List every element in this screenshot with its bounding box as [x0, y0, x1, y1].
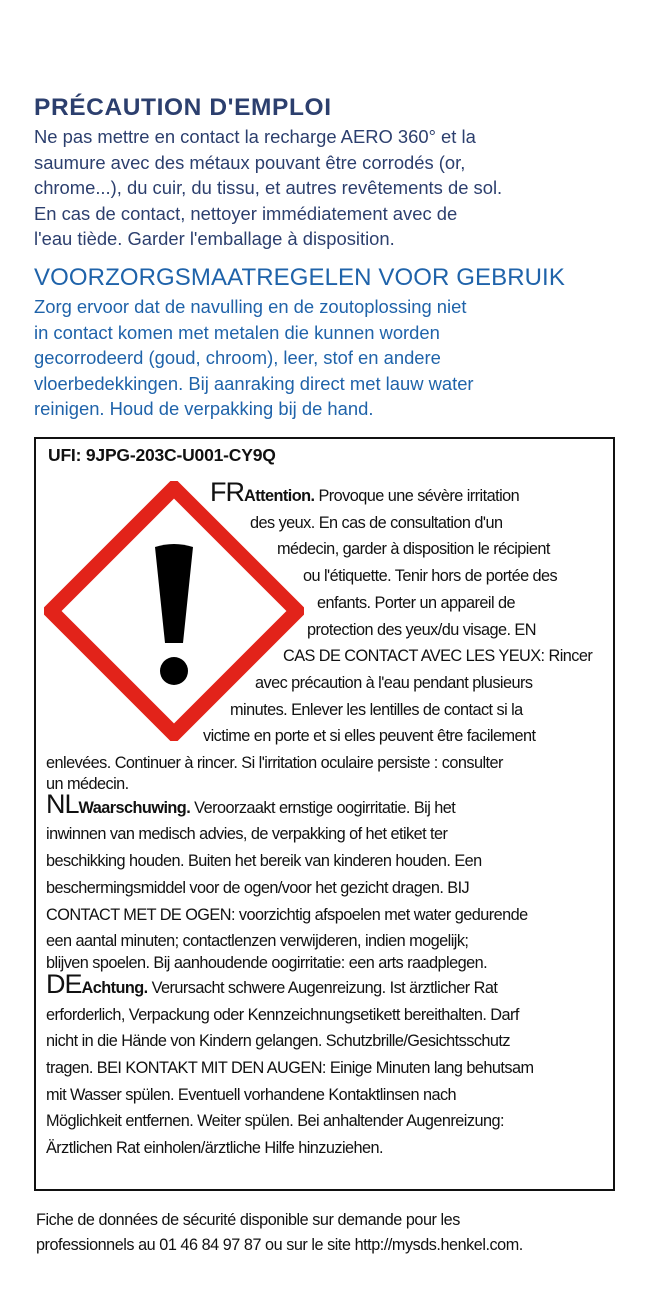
nl-statement-line: beschikking houden. Buiten het bereik van kinderen houden. Een	[46, 852, 482, 871]
de-signal-word: Achtung.	[81, 978, 148, 997]
fr-precaution-line: Ne pas mettre en contact la recharge AERO 360° et la	[34, 126, 476, 147]
nl-statement-line: CONTACT MET DE OGEN: voorzichtig afspoelen met water gedurende	[46, 905, 528, 924]
fr-statement-line: un médecin.	[46, 774, 129, 793]
nl-statement-line: beschermingsmiddel voor de ogen/voor het gezicht dragen. BIJ	[46, 878, 470, 897]
nl-statement-line: een aantal minuten; contactlenzen verwijderen, indien mogelijk;	[46, 932, 469, 951]
nl-precaution-title: VOORZORGSMAATREGELEN VOOR GEBRUIK	[34, 264, 565, 291]
fr-statement-line: FRAttention. Provoque une sévère irritation	[210, 477, 520, 507]
de-statement-line: tragen. BEI KONTAKT MIT DEN AUGEN: Einige Minuten lang behutsam	[46, 1059, 534, 1078]
de-statement-line: nicht in die Hände von Kindern gelangen. Schutzbrille/Gesichtsschutz	[46, 1032, 510, 1051]
fr-statement-line: enlevées. Continuer à rincer. Si l'irritation oculaire persiste : consulter	[46, 754, 503, 773]
fr-statement-line: protection des yeux/du visage. EN	[307, 620, 536, 639]
fr-statement-line: minutes. Enlever les lentilles de contact si la	[230, 700, 523, 719]
nl-precaution-line: vloerbedekkingen. Bij aanraking direct met lauw water	[34, 372, 474, 394]
fr-statement-line: victime en porte et si elles peuvent être facilement	[203, 727, 536, 746]
lang-code-fr: FR	[210, 477, 244, 507]
footer-line: Fiche de données de sécurité disponible sur demande pour les	[36, 1211, 460, 1229]
nl-statement-line: blijven spoelen. Bij aanhoudende oogirritatie: een arts raadplegen.	[46, 953, 488, 972]
fr-statement-line: des yeux. En cas de consultation d'un	[250, 513, 503, 532]
nl-statement-line: NLWaarschuwing. Veroorzaakt ernstige oogirritatie. Bij het	[46, 788, 456, 819]
fr-precaution-title: PRÉCAUTION D'EMPLOI	[34, 94, 332, 121]
fr-statement-line: CAS DE CONTACT AVEC LES YEUX: Rincer	[283, 647, 593, 666]
fr-precaution-section	[34, 92, 624, 252]
fr-precaution-line: l'eau tiède. Garder l'emballage à disposition.	[34, 228, 395, 250]
de-statement-line: Ärztlichen Rat einholen/ärztliche Hilfe hinzuziehen.	[46, 1139, 384, 1158]
nl-precaution-line: in contact komen met metalen die kunnen worden	[34, 321, 440, 343]
nl-precaution-text	[34, 294, 630, 422]
nl-precaution-section	[34, 262, 630, 422]
fr-statement-line: médecin, garder à disposition le récipient	[277, 540, 550, 559]
fr-precaution-line: En cas de contact, nettoyer immédiatement avec de	[34, 202, 458, 224]
de-statement-line: Möglichkeit entfernen. Weiter spülen. Bei anhaltender Augenreizung:	[46, 1112, 504, 1131]
ufi-code: UFI: 9JPG-203C-U001-CY9Q	[48, 445, 276, 465]
fr-precaution-line: chrome...), du cuir, du tissu, et autres revêtements de sol.	[34, 177, 503, 199]
de-statement-line: mit Wasser spülen. Eventuell vorhandene Kontaktlinsen nach	[46, 1085, 457, 1104]
lang-code-de: DE	[46, 968, 82, 999]
de-statement-line: erforderlich, Verpackung oder Kennzeichnungsetikett bereithalten. Darf	[46, 1005, 519, 1024]
nl-signal-word: Waarschuwing.	[78, 798, 191, 817]
hazard-statements	[46, 479, 611, 1162]
nl-precaution-line: reinigen. Houd de verpakking bij de hand.	[34, 398, 374, 420]
footer-line: professionnels au 01 46 84 97 87 ou sur le site http://mysds.henkel.com.	[36, 1236, 523, 1254]
lang-code-nl: NL	[46, 788, 79, 819]
hazard-label-box	[34, 437, 615, 1191]
nl-precaution-line: gecorrodeerd (goud, chroom), leer, stof en andere	[34, 347, 441, 369]
fr-precaution-line: saumure avec des métaux pouvant être corrodés (or,	[34, 151, 466, 173]
fr-statement-line: enfants. Porter un appareil de	[317, 593, 516, 612]
fr-statement-line: avec précaution à l'eau pendant plusieurs	[255, 673, 533, 692]
fr-signal-word: Attention.	[244, 487, 315, 505]
nl-statement-line: inwinnen van medisch advies, de verpakking of het etiket ter	[46, 825, 448, 844]
sds-footer-note	[36, 1208, 626, 1258]
nl-precaution-line: Zorg ervoor dat de navulling en de zoutoplossing niet	[34, 296, 467, 317]
fr-statement-line: ou l'étiquette. Tenir hors de portée des	[303, 567, 558, 586]
fr-precaution-text	[34, 124, 624, 252]
de-statement-line: DEAchtung. Verursacht schwere Augenreizung. Ist ärztlicher Rat	[46, 968, 498, 999]
